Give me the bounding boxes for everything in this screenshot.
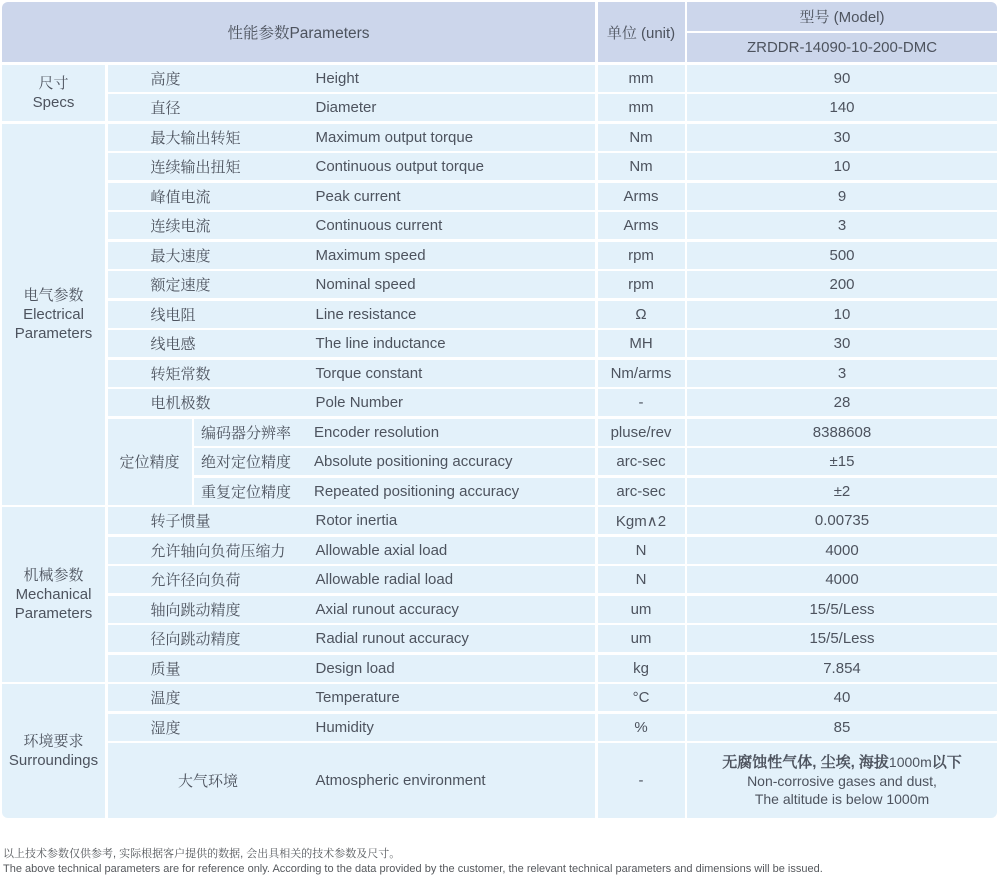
row-label-cell bbox=[108, 330, 596, 357]
label-en: Allowable radial load bbox=[315, 571, 454, 588]
spec-table bbox=[2, 2, 997, 818]
label-en: Design load bbox=[315, 659, 395, 677]
section-label-line: Parameters bbox=[14, 604, 93, 622]
unit-cell: um bbox=[598, 625, 685, 652]
unit-cell: rpm bbox=[598, 242, 685, 269]
unit-cell: um bbox=[598, 596, 685, 623]
value-cell: 15/5/Less bbox=[687, 625, 997, 652]
section-label-line: Surroundings bbox=[8, 752, 99, 769]
value-cell: 40 bbox=[687, 684, 997, 711]
unit-cell: N bbox=[598, 566, 685, 593]
label-cn: 连续输出扭矩 bbox=[150, 159, 241, 176]
row-label-cell bbox=[108, 507, 596, 534]
label-cn: 允许轴向负荷压缩力 bbox=[150, 542, 286, 560]
unit-cell: Kgm∧2 bbox=[598, 507, 685, 534]
row-label-cell bbox=[108, 655, 596, 682]
section-rows bbox=[108, 124, 998, 505]
row-label-cell bbox=[194, 419, 595, 446]
label-cn: 最大速度 bbox=[150, 247, 211, 265]
label-en: The line inductance bbox=[315, 335, 446, 352]
table-body bbox=[2, 65, 997, 819]
footnote-en: The above technical parameters are for reference only. According to the data provided by the customer, the relevant technical parameters and dimensions will be issued. bbox=[3, 862, 823, 875]
row-label-cell bbox=[108, 242, 596, 269]
unit-cell: Nm bbox=[598, 124, 685, 151]
table-row bbox=[108, 183, 998, 210]
row-label-cell bbox=[108, 684, 596, 711]
table-row bbox=[108, 94, 998, 121]
value-cell: ±2 bbox=[687, 478, 997, 505]
table-row bbox=[108, 507, 998, 534]
row-label-cell bbox=[194, 448, 595, 475]
unit-cell: °C bbox=[598, 684, 685, 711]
unit-cell: - bbox=[598, 389, 685, 416]
unit-cell: - bbox=[598, 743, 685, 818]
section-specs bbox=[2, 65, 997, 122]
value-cell: 3 bbox=[687, 360, 997, 387]
section-mechanical bbox=[2, 507, 997, 682]
row-label-cell bbox=[108, 301, 596, 328]
label-cn: 高度 bbox=[150, 70, 181, 88]
table-row bbox=[108, 566, 998, 593]
value-line bbox=[747, 772, 937, 790]
value-cell: 30 bbox=[687, 124, 997, 151]
section-label-line: 环境要求 bbox=[23, 733, 84, 750]
label-cn: 转矩常数 bbox=[150, 365, 211, 383]
section-rows bbox=[108, 684, 998, 818]
label-en: Temperature bbox=[315, 689, 400, 706]
value-cell: 90 bbox=[687, 65, 997, 92]
label-cn: 质量 bbox=[150, 660, 181, 678]
value-cell bbox=[687, 743, 997, 818]
value-cell: 85 bbox=[687, 714, 997, 741]
label-en: Rotor inertia bbox=[315, 512, 398, 529]
value-cell: 4000 bbox=[687, 537, 997, 564]
positioning-subgroup bbox=[108, 419, 998, 505]
subgroup-label: 定位精度 bbox=[108, 419, 192, 505]
unit-cell: % bbox=[598, 714, 685, 741]
label-en: Repeated positioning accuracy bbox=[314, 482, 520, 500]
label-en: Torque constant bbox=[315, 364, 423, 382]
table-row bbox=[108, 301, 998, 328]
label-cn: 允许径向负荷 bbox=[150, 572, 241, 589]
table-row bbox=[108, 714, 998, 741]
value-cell: 500 bbox=[687, 242, 997, 269]
label-en: Line resistance bbox=[315, 305, 417, 323]
label-cn: 大气环境 bbox=[177, 773, 238, 790]
label-en: Maximum output torque bbox=[315, 128, 474, 146]
label-en: Maximum speed bbox=[315, 246, 426, 264]
label-cn: 温度 bbox=[150, 690, 181, 707]
label-cn: 绝对定位精度 bbox=[201, 454, 292, 471]
unit-cell: Nm/arms bbox=[598, 360, 685, 387]
label-en: Allowable axial load bbox=[315, 541, 448, 559]
label-cn: 直径 bbox=[150, 100, 181, 117]
label-en: Continuous output torque bbox=[315, 158, 484, 175]
unit-cell: mm bbox=[598, 65, 685, 92]
header-model-value: ZRDDR-14090-10-200-DMC bbox=[687, 33, 997, 62]
unit-cell: arc-sec bbox=[598, 448, 685, 475]
value-cell: 8388608 bbox=[687, 419, 997, 446]
label-en: Encoder resolution bbox=[314, 423, 440, 441]
row-label-cell bbox=[108, 537, 596, 564]
row-label-cell bbox=[108, 360, 596, 387]
label-en: Humidity bbox=[315, 718, 374, 736]
table-row bbox=[108, 596, 998, 623]
label-cn: 额定速度 bbox=[150, 277, 211, 294]
row-label-cell bbox=[108, 271, 596, 298]
row-label-cell bbox=[194, 478, 595, 505]
footnotes bbox=[3, 847, 823, 876]
row-label-cell bbox=[108, 566, 596, 593]
table-row bbox=[108, 743, 998, 818]
label-en: Nominal speed bbox=[315, 276, 416, 293]
section-electrical bbox=[2, 124, 997, 505]
row-label-cell bbox=[108, 124, 596, 151]
header-unit-label: 单位 (unit) bbox=[598, 2, 685, 62]
value-cell: 0.00735 bbox=[687, 507, 997, 534]
table-row bbox=[108, 625, 998, 652]
header-parameters-label: 性能参数Parameters bbox=[2, 2, 595, 62]
table-row bbox=[108, 537, 998, 564]
section-label-electrical bbox=[2, 124, 105, 505]
value-segment: Non-corrosive gases and dust, bbox=[747, 773, 937, 789]
row-label-cell bbox=[108, 743, 596, 818]
label-cn: 转子惯量 bbox=[150, 513, 211, 530]
label-en: Diameter bbox=[315, 99, 377, 116]
value-segment: 以下 bbox=[931, 754, 962, 771]
label-cn: 连续电流 bbox=[150, 218, 211, 235]
section-label-line: Specs bbox=[32, 93, 75, 111]
row-label-cell bbox=[108, 625, 596, 652]
section-label-line: 机械参数 bbox=[23, 566, 84, 584]
unit-cell: Arms bbox=[598, 183, 685, 210]
unit-cell: Ω bbox=[598, 301, 685, 328]
unit-cell: rpm bbox=[598, 271, 685, 298]
value-segment: 1000m bbox=[888, 754, 932, 770]
row-label-cell bbox=[108, 389, 596, 416]
table-row bbox=[108, 684, 998, 711]
label-en: Atmospheric environment bbox=[315, 772, 486, 789]
unit-cell: N bbox=[598, 537, 685, 564]
label-cn: 电机极数 bbox=[150, 395, 211, 412]
table-row bbox=[108, 360, 998, 387]
label-cn: 线电阻 bbox=[150, 306, 196, 324]
table-row bbox=[108, 330, 998, 357]
value-cell: 30 bbox=[687, 330, 997, 357]
label-cn: 湿度 bbox=[150, 719, 181, 737]
section-label-line: Electrical bbox=[23, 305, 84, 323]
value-cell: 15/5/Less bbox=[687, 596, 997, 623]
table-row bbox=[108, 124, 998, 151]
section-label-line: Parameters bbox=[14, 324, 93, 342]
label-en: Axial runout accuracy bbox=[315, 600, 459, 618]
value-cell: 140 bbox=[687, 94, 997, 121]
section-label-line: 尺寸 bbox=[38, 74, 69, 92]
table-row bbox=[108, 271, 998, 298]
label-cn: 径向跳动精度 bbox=[150, 631, 241, 648]
table-row bbox=[108, 655, 998, 682]
value-cell: 9 bbox=[687, 183, 997, 210]
label-en: Height bbox=[315, 69, 359, 87]
label-cn: 峰值电流 bbox=[150, 188, 211, 206]
table-row bbox=[108, 242, 998, 269]
unit-cell: mm bbox=[598, 94, 685, 121]
label-cn: 重复定位精度 bbox=[201, 483, 292, 501]
unit-cell: Nm bbox=[598, 153, 685, 180]
unit-cell: MH bbox=[598, 330, 685, 357]
table-header-row bbox=[2, 2, 997, 62]
section-surroundings bbox=[2, 684, 997, 818]
label-en: Absolute positioning accuracy bbox=[314, 453, 513, 470]
label-cn: 线电感 bbox=[150, 336, 196, 353]
label-cn: 最大输出转矩 bbox=[150, 129, 241, 147]
row-label-cell bbox=[108, 94, 596, 121]
label-cn: 轴向跳动精度 bbox=[150, 601, 241, 619]
table-row bbox=[194, 478, 997, 505]
table-row bbox=[108, 65, 998, 92]
label-en: Radial runout accuracy bbox=[315, 630, 469, 647]
value-line bbox=[755, 790, 929, 808]
value-cell: 10 bbox=[687, 301, 997, 328]
unit-cell: Arms bbox=[598, 212, 685, 239]
value-cell: 7.854 bbox=[687, 655, 997, 682]
value-cell: 28 bbox=[687, 389, 997, 416]
unit-cell: kg bbox=[598, 655, 685, 682]
table-row bbox=[108, 153, 998, 180]
row-label-cell bbox=[108, 183, 596, 210]
row-label-cell bbox=[108, 212, 596, 239]
unit-cell: arc-sec bbox=[598, 478, 685, 505]
value-cell: 4000 bbox=[687, 566, 997, 593]
table-row bbox=[194, 419, 997, 446]
row-label-cell bbox=[108, 714, 596, 741]
row-label-cell bbox=[108, 596, 596, 623]
value-segment: The altitude is below 1000m bbox=[754, 791, 930, 807]
table-row bbox=[108, 389, 998, 416]
value-line bbox=[722, 753, 962, 772]
section-label-surroundings bbox=[2, 684, 105, 818]
section-label-mechanical bbox=[2, 507, 105, 682]
unit-cell: pluse/rev bbox=[598, 419, 685, 446]
label-en: Pole Number bbox=[315, 394, 404, 411]
table-row bbox=[108, 212, 998, 239]
footnote-cn: 以上技术参数仅供参考, 实际根据客户提供的数据, 会出具相关的技术参数及尺寸。 bbox=[3, 848, 401, 860]
value-cell: ±15 bbox=[687, 448, 997, 475]
label-en: Peak current bbox=[315, 187, 401, 205]
section-rows bbox=[108, 65, 998, 122]
section-label-line: Mechanical bbox=[15, 585, 92, 603]
value-cell: 3 bbox=[687, 212, 997, 239]
table-row bbox=[194, 448, 997, 475]
section-rows bbox=[108, 507, 998, 682]
section-label-specs bbox=[2, 65, 105, 122]
value-segment: 无腐蚀性气体, 尘埃, 海拔 bbox=[722, 754, 889, 771]
header-model-label: 型号 (Model) bbox=[687, 2, 997, 31]
row-label-cell bbox=[108, 153, 596, 180]
value-cell: 10 bbox=[687, 153, 997, 180]
label-en: Continuous current bbox=[315, 217, 443, 234]
header-model-column bbox=[687, 2, 997, 62]
value-cell: 200 bbox=[687, 271, 997, 298]
subgroup-rows bbox=[194, 419, 997, 505]
section-label-line: 电气参数 bbox=[23, 286, 84, 304]
label-cn: 编码器分辨率 bbox=[201, 424, 292, 442]
row-label-cell bbox=[108, 65, 596, 92]
